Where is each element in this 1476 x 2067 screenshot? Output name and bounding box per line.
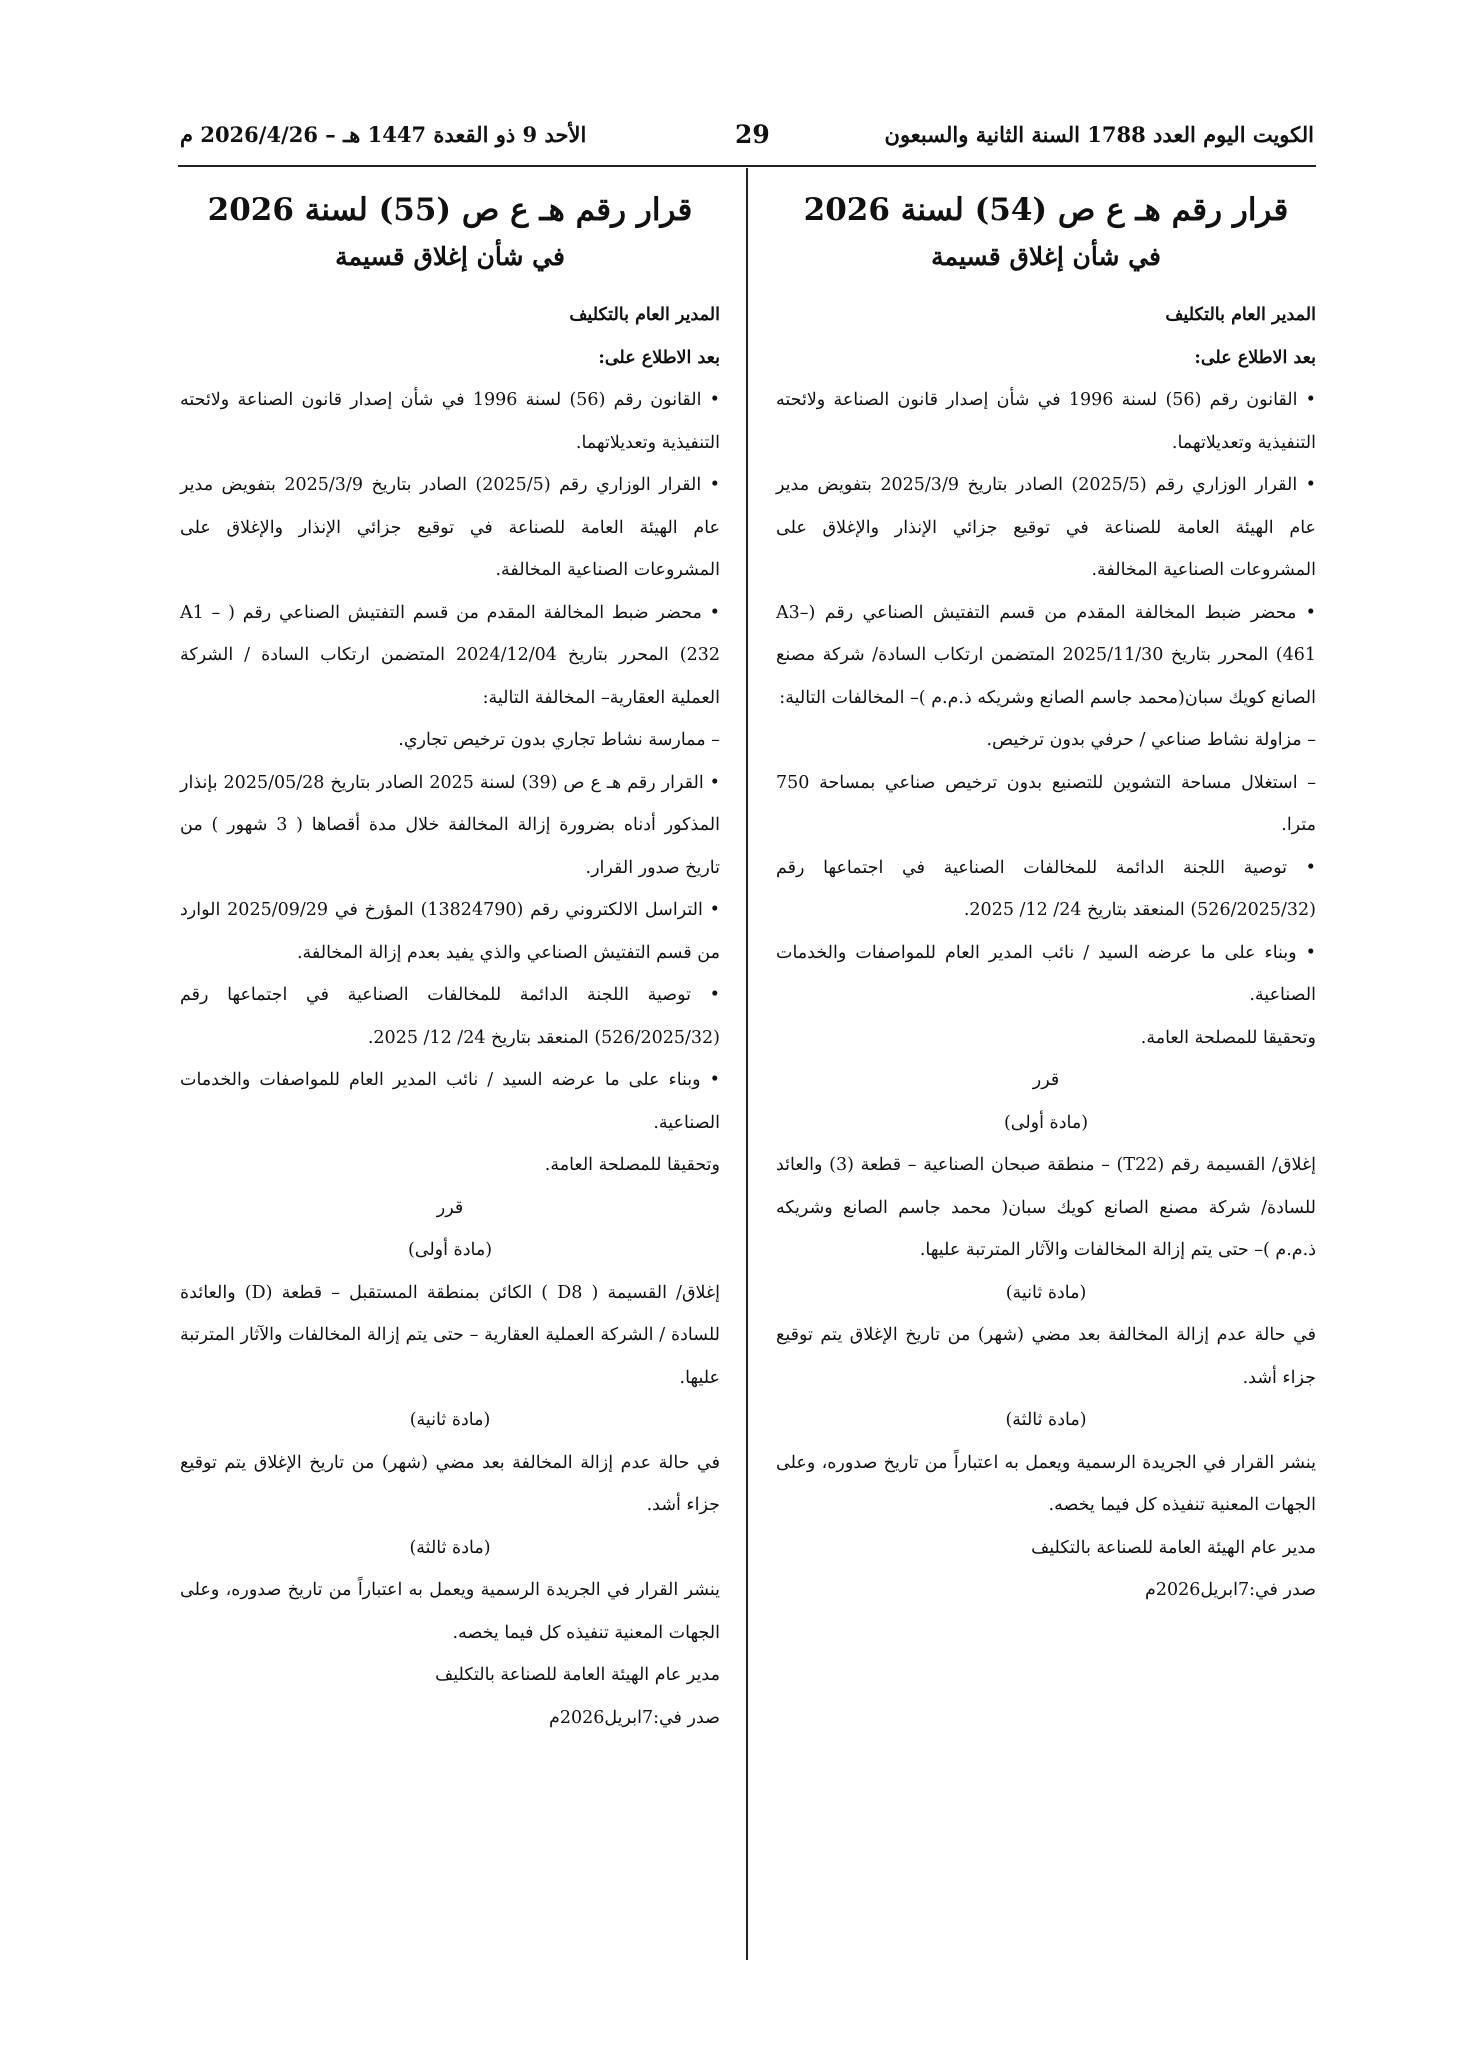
article-2-heading: (مادة ثانية) (409, 1410, 491, 1430)
issued-date: صدر في:7ابريل2026م (549, 1707, 720, 1728)
recital-public-interest: وتحقيقا للمصلحة العامة. (1140, 1027, 1316, 1048)
signature-line: مدير عام الهيئة العامة للصناعة بالتكليف (435, 1665, 720, 1685)
recital-ministerial-decision: • القرار الوزاري رقم (2025/5) الصادر بتاريخ 2025/3/9 بتفويض مدير عام الهيئة العامة للصناعة في توقيع جزائي الإنذار والإغلاق على المشروعات الصناعية المخالفة. (776, 475, 1316, 580)
after-review-line: بعد الاطلاع على: (1194, 347, 1316, 368)
recital-committee: • توصية اللجنة الدائمة للمخالفات الصناعية في اجتماعها رقم (526/2025/32) المنعقد بتاريخ 24/ 12/ 2025. (776, 857, 1316, 920)
article-1-heading: (مادة أولى) (1003, 1112, 1089, 1133)
page-header (180, 120, 1314, 160)
article-1-text: إغلاق/ القسيمة ( D8 ) الكائن بمنطقة المستقبل – قطعة (D) والعائدة للسادة / الشركة العملية العقارية – حتى يتم إزالة المخالفات والآثار المترتبة عليها. (180, 1282, 720, 1388)
article-3-heading: (مادة ثالثة) (409, 1537, 491, 1558)
decision-title: قرار رقم هـ ع ص (55) لسنة 2026 (207, 192, 693, 228)
article-2-text: في حالة عدم إزالة المخالفة بعد مضي (شهر) من تاريخ الإغلاق يتم توقيع جزاء أشد. (776, 1325, 1316, 1388)
article-3-text: ينشر القرار في الجريدة الرسمية ويعمل به اعتباراً من تاريخ صدوره، وعلى الجهات المعنية تنفيذه كل فيما يخصه. (180, 1580, 720, 1643)
article-1-heading: (مادة أولى) (407, 1240, 493, 1260)
article-2-text: في حالة عدم إزالة المخالفة بعد مضي (شهر) من تاريخ الإغلاق يتم توقيع جزاء أشد. (180, 1452, 720, 1515)
gazette-issue-info: الكويت اليوم العدد 1788 السنة الثانية والسبعون (884, 122, 1314, 147)
after-review-line: بعد الاطلاع على: (598, 347, 720, 368)
recital-public-interest: وتحقيقا للمصلحة العامة. (544, 1155, 720, 1175)
decided-heading: قرر (436, 1197, 464, 1218)
signature-line: مدير عام الهيئة العامة للصناعة بالتكليف (1031, 1537, 1316, 1558)
article-1-text: إغلاق/ القسيمة رقم (T22) – منطقة صبحان الصناعية – قطعة (3) والعائد للسادة/ شركة مصنع الصانع كويك سبان( محمد جاسم الصانع وشريكه ذ.م.م )– حتى يتم إزالة المخالفات والآثار المترتبة عليها. (776, 1155, 1316, 1260)
column-divider (746, 168, 748, 1960)
page-number: 29 (735, 120, 770, 149)
issuer-line: المدير العام بالتكليف (1165, 305, 1316, 325)
violation-item: – استغلال مساحة التشوين للتصنيع بدون ترخيص صناعي بمساحة 750 مترا. (776, 772, 1316, 835)
recital-committee: • توصية اللجنة الدائمة للمخالفات الصناعية في اجتماعها رقم (526/2025/32) المنعقد بتاريخ 24/ 12/ 2025. (180, 985, 720, 1048)
recital-correspondence: • التراسل الالكتروني رقم (13824790) المؤرخ في 2025/09/29 الوارد من قسم التفتيش الصناعي والذي يفيد بعدم إزالة المخالفة. (180, 900, 720, 963)
issue-date: الأحد 9 ذو القعدة 1447 هـ – 2026/4/26 م (180, 122, 587, 147)
article-3-text: ينشر القرار في الجريدة الرسمية ويعمل به اعتباراً من تاريخ صدوره، وعلى الجهات المعنية تنفيذه كل فيما يخصه. (776, 1452, 1316, 1515)
violation-item: – مزاولة نشاط صناعي / حرفي بدون ترخيص. (986, 730, 1316, 750)
recital-violation-report: • محضر ضبط المخالفة المقدم من قسم التفتيش الصناعي رقم (A3–461) المحرر بتاريخ 2025/11/30 المتضمن ارتكاب السادة/ شركة مصنع الصانع كويك سبان(محمد جاسم الصانع وشريكه ذ.م.م )– المخالفات التالية: (776, 602, 1316, 708)
decision-subtitle: في شأن إغلاق قسيمة (931, 242, 1161, 271)
article-2-heading: (مادة ثانية) (1005, 1282, 1087, 1303)
decision-subtitle: في شأن إغلاق قسيمة (335, 242, 565, 271)
decided-heading: قرر (1032, 1070, 1060, 1090)
recital-law: • القانون رقم (56) لسنة 1996 في شأن إصدار قانون الصناعة ولائحته التنفيذية وتعديلاتهما. (180, 390, 720, 453)
recital-deputy: • وبناء على ما عرضه السيد / نائب المدير العام للمواصفات والخدمات الصناعية. (180, 1070, 720, 1133)
recital-deputy: • وبناء على ما عرضه السيد / نائب المدير العام للمواصفات والخدمات الصناعية. (776, 942, 1316, 1005)
header-rule (178, 165, 1316, 167)
recital-violation-report: • محضر ضبط المخالفة المقدم من قسم التفتيش الصناعي رقم ( A1 –232) المحرر بتاريخ 2024/12/04 المتضمن ارتكاب السادة / الشركة العملية العقارية– المخالفة التالية: (180, 602, 720, 708)
article-3-heading: (مادة ثالثة) (1005, 1410, 1087, 1430)
decision-title: قرار رقم هـ ع ص (54) لسنة 2026 (803, 192, 1289, 228)
recital-ministerial-decision: • القرار الوزاري رقم (2025/5) الصادر بتاريخ 2025/3/9 بتفويض مدير عام الهيئة العامة للصناعة في توقيع جزائي الإنذار والإغلاق على المشروعات الصناعية المخالفة. (180, 475, 720, 580)
issued-date: صدر في:7ابريل2026م (1145, 1580, 1316, 1600)
violation-item: – ممارسة نشاط تجاري بدون ترخيص تجاري. (398, 730, 720, 750)
decision-54-column (776, 180, 1316, 1612)
decision-55-column (180, 180, 720, 1739)
issuer-line: المدير العام بالتكليف (569, 305, 720, 325)
recital-warning-decision: • القرار رقم هـ ع ص (39) لسنة 2025 الصادر بتاريخ 2025/05/28 بإنذار المذكور أدناه بضرورة إزالة المخالفة خلال مدة أقصاها ( 3 شهور ) من تاريخ صدور القرار. (180, 772, 720, 878)
recital-law: • القانون رقم (56) لسنة 1996 في شأن إصدار قانون الصناعة ولائحته التنفيذية وتعديلاتهما. (776, 390, 1316, 453)
